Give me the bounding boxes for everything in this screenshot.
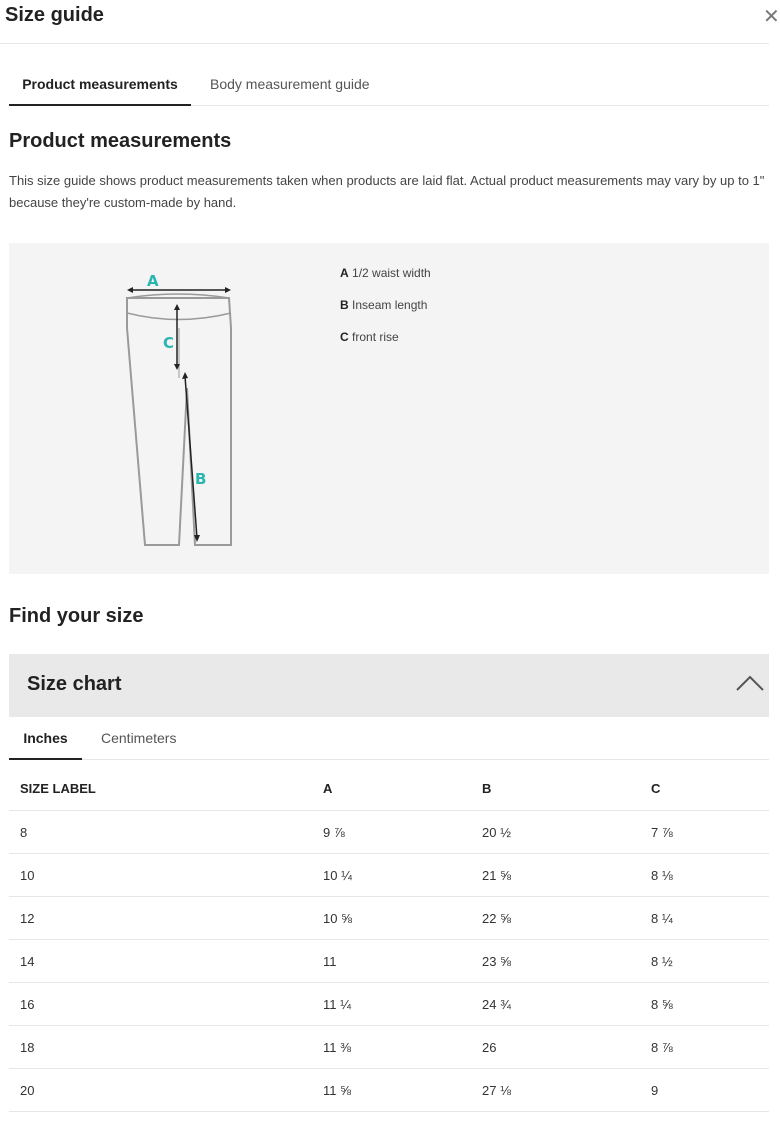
b-cell: 21 ⅝ — [482, 868, 511, 883]
a-cell: 11 ⅜ — [323, 1040, 351, 1055]
modal-header — [0, 0, 780, 44]
col-header-a: A — [323, 781, 333, 796]
chevron-up-icon[interactable] — [735, 674, 765, 692]
size-chart-accordion[interactable] — [9, 654, 769, 717]
c-cell: 8 ⅞ — [651, 1040, 673, 1055]
a-cell: 11 — [323, 954, 337, 969]
size-cell: 10 — [20, 868, 35, 883]
letter-b: B — [195, 470, 207, 488]
size-cell: 14 — [20, 954, 35, 969]
a-cell: 10 ¼ — [323, 868, 352, 883]
col-header-size-label: SIZE LABEL — [20, 781, 96, 796]
table-row — [9, 983, 769, 1026]
modal-title: Size guide — [5, 4, 104, 26]
c-cell: 8 ½ — [651, 954, 673, 969]
legend-item-a: A 1/2 waist width — [340, 266, 431, 280]
table-row — [9, 811, 769, 854]
find-your-size-heading: Find your size — [9, 605, 144, 627]
letter-c: C — [163, 334, 175, 352]
measure-b-arrow — [185, 376, 197, 538]
tab-product-measurements[interactable]: Product measurements — [9, 66, 191, 106]
size-table — [9, 767, 769, 1112]
b-cell: 27 ⅛ — [482, 1083, 511, 1098]
a-cell: 9 ⅞ — [323, 825, 345, 840]
a-cell: 11 ¼ — [323, 997, 351, 1012]
size-cell: 16 — [20, 997, 35, 1012]
table-row — [9, 897, 769, 940]
letter-a: A — [147, 272, 159, 290]
tab-centimeters[interactable]: Centimeters — [101, 730, 177, 746]
table-row — [9, 1026, 769, 1069]
a-cell: 11 ⅝ — [323, 1083, 351, 1098]
b-cell: 22 ⅝ — [482, 911, 511, 926]
table-row — [9, 854, 769, 897]
size-cell: 18 — [20, 1040, 35, 1055]
col-header-c: C — [651, 781, 661, 796]
table-row — [9, 940, 769, 983]
product-measurements-description: This size guide shows product measurements taken when products are laid flat. Actual product measurements may vary by up to 1" because they're custom-made by hand. — [9, 173, 765, 210]
size-cell: 12 — [20, 911, 35, 926]
col-header-b: B — [482, 781, 492, 796]
c-cell: 8 ⅛ — [651, 868, 673, 883]
table-header-row — [9, 767, 769, 811]
c-cell: 8 ⅝ — [651, 997, 673, 1012]
b-cell: 24 ¾ — [482, 997, 511, 1012]
tab-body-measurement-guide[interactable]: Body measurement guide — [210, 76, 370, 92]
guide-tabs — [9, 66, 769, 106]
product-measurements-heading: Product measurements — [9, 130, 232, 152]
legend-item-c: C front rise — [340, 330, 399, 344]
b-cell: 20 ½ — [482, 825, 511, 840]
c-cell: 8 ¼ — [651, 911, 673, 926]
unit-tabs — [9, 717, 769, 760]
close-icon[interactable]: ✕ — [763, 6, 780, 28]
a-cell: 10 ⅝ — [323, 911, 352, 926]
pants-diagram-icon — [119, 268, 249, 553]
c-cell: 7 ⅞ — [651, 825, 673, 840]
size-cell: 20 — [20, 1083, 35, 1098]
b-cell: 26 — [482, 1040, 497, 1055]
c-cell: 9 — [651, 1083, 659, 1098]
measurement-diagram — [9, 243, 769, 574]
tab-inches[interactable]: Inches — [9, 717, 82, 760]
table-row — [9, 1069, 769, 1112]
size-chart-title: Size chart — [27, 673, 122, 695]
size-cell: 8 — [20, 825, 28, 840]
b-cell: 23 ⅝ — [482, 954, 511, 969]
legend-item-b: B Inseam length — [340, 298, 428, 312]
